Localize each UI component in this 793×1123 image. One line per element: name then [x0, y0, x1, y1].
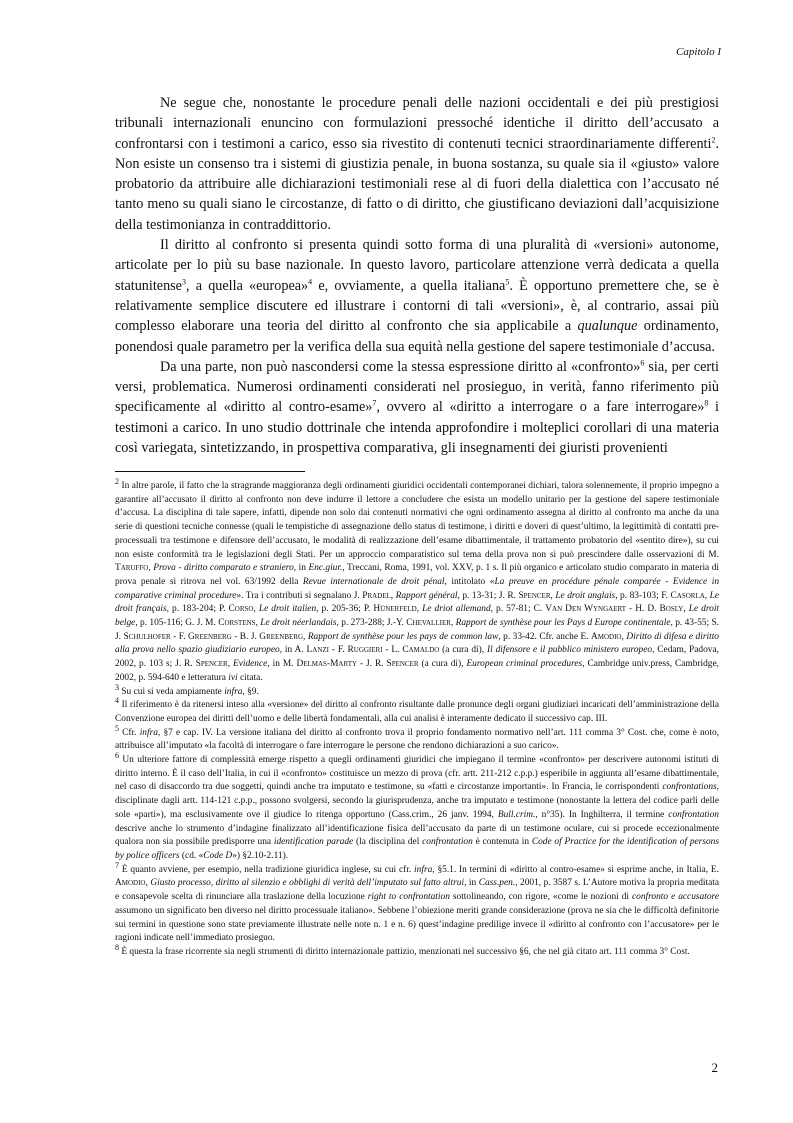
- footnote-ref-2[interactable]: 2: [711, 134, 716, 144]
- footnote-2: $^2$ In altre parole, il fatto che la stragrande maggioranza degli ordinamenti giuridici occidentali contemporanei dichiari, talora solennemente, il proprio impegno a garantire all’accusato il diritto al confronto non deve indurre il lettore a concludere che esista un modello unitario per la gestione del sapere testimoniale d’accusa. La disciplina di tale sapere, infatti, dipende non solo dai contenuti normativi che ogni ordinamento assegna al diritto al confronto ma anche da una serie di questioni tecniche connesse (quali le tempistiche di assegnazione dello status di testimone, i diritti e doveri di quest’ultimo, la legittimità di contatti pre-processuali tra testimone e difensore dell’accusato, le modalità di realizzazione dell’esame dibattimentale, il trattamento probatorio del «sentito dire»), su cui non esiste conformità tra le legislazioni degli Stati. Per un approccio comparatistico sul tema della prova non si può prescindere dalle osservazioni di M. Taruffo, Prova - diritto comparato e straniero, in Enc.giur., Treccani, Roma, 1991, vol. XXV, p. 1 s. Il più organico e articolato studio comparato in materia di prova penale si ritrova nel vol. 63/1992 della Revue internationale de droit pénal, intitolato «La preuve en procédure pénale comparée - Evidence in comparative criminal procedure». Tra i contributi si segnalano J. Pradel, Rapport général, p. 13-31; J. R. Spencer, Le droit anglais, p. 83-103; F. Casorla, Le droit français, p. 183-204; P. Corso, Le droit italien, p. 205-36; P. Hünerfeld, Le driot allemand, p. 57-81; C. Van Den Wyngaert - H. D. Bosly, Le droit belge, p. 105-116; G. J. M. Corstens, Le droit néerlandais, p. 273-288; J.-Y. Chevallier, Rapport de synthèse pour les Pays d Europe continentale, p. 43-55; S. J. Schulhofer - F. Greenberg - B. J. Greenberg, Rapport de synthèse pour les pays de common law, p. 33-42. Cfr. anche E. Amodio, Diritto di difesa e diritto alla prova nello spazio giudiziario europeo, in A. Lanzi - F. Ruggieri - L. Camaldo (a cura di), Il difensore e il pubblico ministero europeo, Cedam, Padova, 2002, p. 103 s; J. R. Spencer, Evidence, in M. Delmas-Marty - J. R. Spencer (a cura di), European criminal procedures, Cambridge univ.press, Cambridge, 2002, p. 594-640 e letteratura ivi citata.: [115, 476, 720, 683]
- footnote-6: $^6$ Un ulteriore fattore di complessità emerge rispetto a quegli ordinamenti giuridici che impiegano il termine «confronto» per descrivere autonomi istituti di diritto interno. È il caso dell’Italia, in cui il «confronto» costituisce un mezzo di prova (cfr. artt. 211-212 c.p.p.) esperibile in aggiunta all’esame dibattimentale, nel caso di disaccordo tra due soggetti, quindi anche tra imputato e testimone, su «fatti e circostanze importanti». In Francia, le corrispondenti confrontations, disciplinate dagli artt. 114-121 c.p.p., possono svolgersi, secondo la giurisprudenza, anche tra imputato e testimone (nonostante la lettera del codice parli delle sole «parti»), ma esclusivamente ove il giudice lo ritenga opportuno (Cass.crim., 26 janv. 1994, Bull.crim., n°35). In Inghilterra, il termine confrontation descrive anche lo strumento d’indagine finalizzato all’identificazione fisica dell’accusato da parte di un testimone oculare, cui si procede eccezionalmente qualora non sia possibile predisporre una identification parade (la disciplina del confrontation è contenuta in Code of Practice for the identification of persons by police officers (cd. «Code D») §2.10-2.11).: [115, 750, 719, 861]
- footnotes: [115, 476, 720, 960]
- footnote-ref-4[interactable]: 4: [308, 276, 313, 286]
- footnote-ref-7[interactable]: 7: [372, 398, 377, 408]
- footnote-separator: [115, 471, 305, 472]
- footnote-4: $^4$ Il riferimento è da ritenersi inteso alla «versione» del diritto al confronto risultante dalle pronunce degli organi giudiziari incaricati dell’amministrazione della Convenzione europea dei diritti dell’uomo e delle libertà fondamentali, alla cui analisi è interamente dedicato il successivo cap. III.: [115, 696, 719, 724]
- paragraph-2: Il diritto al confronto si presenta quindi sotto forma di una pluralità di «versioni» autonome, articolate per lo più su base nazionale. In questo lavoro, particolare attenzione verrà dedicata a quella statunitense$^3$, a quella «europea»$^4$ e, ovviamente, a quella italiana$^5$. È opportuno premettere che, se è relativamente semplice discutere ed illustrare i contorni di tali «versioni», è, al contrario, assai più complesso elaborare una teoria del diritto al confronto che sia applicabile a qualunque ordinamento, ponendosi quale parametro per la verifica della sua equità nella gestione del sapere testimoniale d’accusa.: [115, 237, 720, 355]
- page-number: 2: [711, 1060, 718, 1075]
- paragraph-1: Ne segue che, nonostante le procedure penali delle nazioni occidentali e dei più prestigiosi tribunali internazionali enuncino con formulazioni pressoché identiche il diritto dell’accusato a confrontarsi con i testimoni a carico, esso sia rivestito di contenuti tecnici straordinariamente differenti$^2$. Non esiste un consenso tra i sistemi di giustizia penale, in buona sostanza, su quale sia il «giusto» valore probatorio da attribuire alle dichiarazioni testimoniali rese al di fuori della dialettica con l’accusato né tanto meno su quali siano le circostanze, di fatto o di diritto, che giustificano deviazioni dall’acquisizione della testimonianza in contraddittorio.: [115, 95, 719, 233]
- main-text: [115, 93, 719, 458]
- footnote-8: $^8$ È questa la frase ricorrente sia negli strumenti di diritto internazionale pattizio, menzionati nel successivo §6, che nel già citato art. 111 comma 3° Cost.: [115, 942, 690, 957]
- running-header: Capitolo I: [676, 46, 721, 58]
- footnote-ref-5[interactable]: 5: [505, 276, 510, 286]
- footnote-5: $^5$ Cfr. infra, §7 e cap. IV. La versione italiana del diritto al confronto trova il proprio fondamento normativo nell’art. 111 comma 3° Cost. che, come è noto, attribuisce all’imputato «la facoltà di interrogare o fare interrogare le persone che rendono dichiarazioni a suo carico».: [115, 723, 719, 752]
- footnote-ref-3[interactable]: 3: [181, 276, 186, 286]
- paragraph-3: Da una parte, non può nascondersi come la stessa espressione diritto al «confronto»$^6$ sia, per certi versi, problematica. Numerosi ordinamenti considerati nel prosieguo, in verità, fanno riferimento più specificamente al «diritto al contro-esame»$^7$, ovvero al «diritto a interrogare o a fare interrogare»$^8$ i testimoni a carico. In uno studio dottrinale che intenda approfondire i molteplici corollari di una materia così variegata, sintetizzando, in prospettiva comparativa, gli insegnamenti dei giuristi provenienti: [115, 358, 720, 457]
- footnote-ref-8[interactable]: 8: [704, 398, 709, 408]
- footnote-ref-6[interactable]: 6: [640, 358, 645, 368]
- footnote-7: $^7$ È quanto avviene, per esempio, nella tradizione giuridica inglese, su cui cfr. infra, §5.1. In termini di «diritto al contro-esame» si esprime anche, in Italia, E. Amodio, Giusto processo, diritto al silenzio e obblighi di verità dell’imputato sul fatto altrui, in Cass.pen., 2001, p. 3587 s. L’Autore motiva la propria meditata e consapevole scelta di rinunciare alla traslazione della locuzione right to confrontation sottolineando, con rigore, «come le nozioni di confronto e accusatore assumono un significato ben diverso nel diritto processuale italiano». Sebbene l’obiezione meriti grande considerazione (prova ne sia che le difficoltà definitorie sui termini in questione sono state previamente illustrate nelle note n. 1 e n. 6) quest’indagine predilige invece il «diritto al confronto con l’accusatore» per le ragioni indicate nell’immediato prosieguo.: [115, 860, 720, 944]
- footnote-3: $^3$ Su cui si veda ampiamente infra, §9.: [115, 682, 259, 697]
